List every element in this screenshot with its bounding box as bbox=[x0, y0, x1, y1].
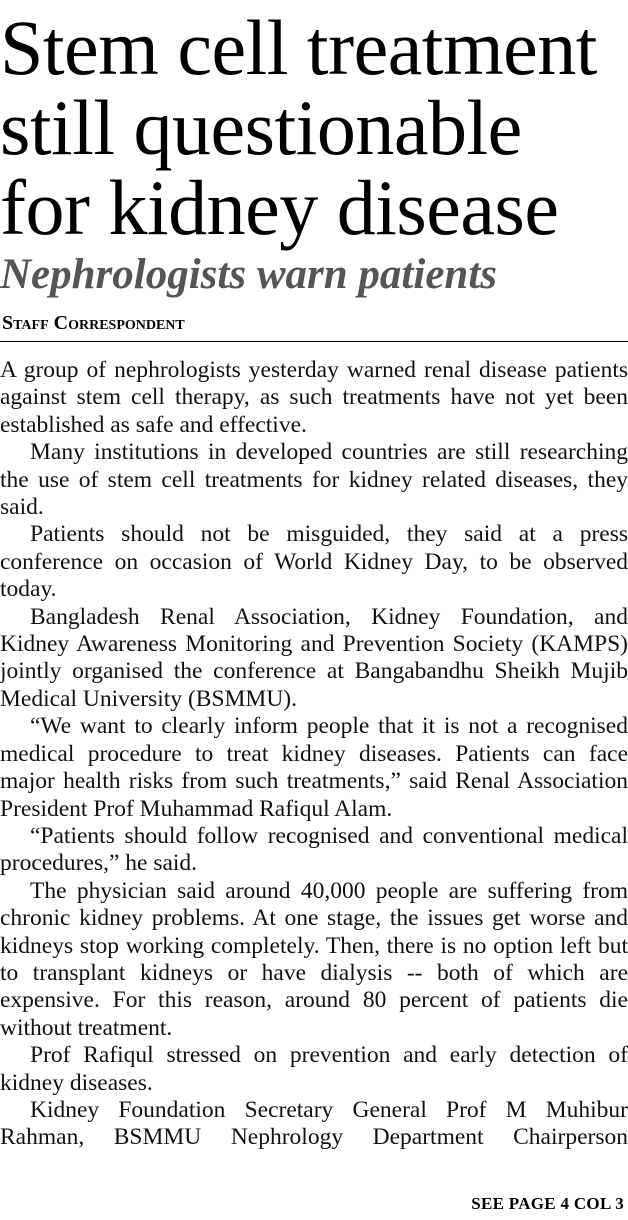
paragraph: The physician said around 40,000 people are suffering from chronic kidney problems. At one stage, the issues get worse and kidneys stop working completely. Then, there is no option left but to transplant kidneys or have dialysis -- both of which are expensive. For this reason, around 80 percent of patients die without treatment. bbox=[0, 877, 628, 1041]
paragraph: A group of nephrologists yesterday warned renal disease patients against stem cell therapy, as such treatments have not yet been established as safe and effective. bbox=[0, 357, 628, 438]
headline: Stem cell treatment still questionable for kidney disease bbox=[0, 4, 597, 251]
paragraph: Prof Rafiqul stressed on prevention and early detection of kidney diseases. bbox=[0, 1042, 628, 1096]
paragraph: Many institutions in developed countries are still researching the use of stem cell treatments for kidney related diseases, they said. bbox=[0, 439, 628, 521]
paragraph: Patients should not be misguided, they said at a press conference on occasion of World Kidney Day, to be observed today. bbox=[0, 521, 628, 603]
subheadline: Nephrologists warn patients bbox=[0, 251, 497, 298]
byline: Staff Correspondent bbox=[2, 312, 185, 334]
paragraph: “We want to clearly inform people that it is not a recognised medical procedure to treat kidney diseases. Patients can face major health risks from such treatments,” said Renal Association President Prof Muhammad Rafiqul Alam. bbox=[0, 713, 628, 822]
paragraph: Bangladesh Renal Association, Kidney Foundation, and Kidney Awareness Monitoring and Prevention Society (KAMPS) jointly organised the conference at Bangabandhu Sheikh Mujib Medical University (BSMMU). bbox=[0, 603, 628, 712]
paragraph: Kidney Foundation Secretary General Prof M Muhibur Rahman, BSMMU Nephrology Department Chairperson bbox=[0, 1096, 628, 1151]
continuation-note: SEE PAGE 4 COL 3 bbox=[471, 1194, 624, 1213]
paragraph: “Patients should follow recognised and conventional medical procedures,” he said. bbox=[0, 822, 628, 877]
article-body bbox=[0, 357, 628, 1152]
byline-divider bbox=[0, 341, 628, 342]
